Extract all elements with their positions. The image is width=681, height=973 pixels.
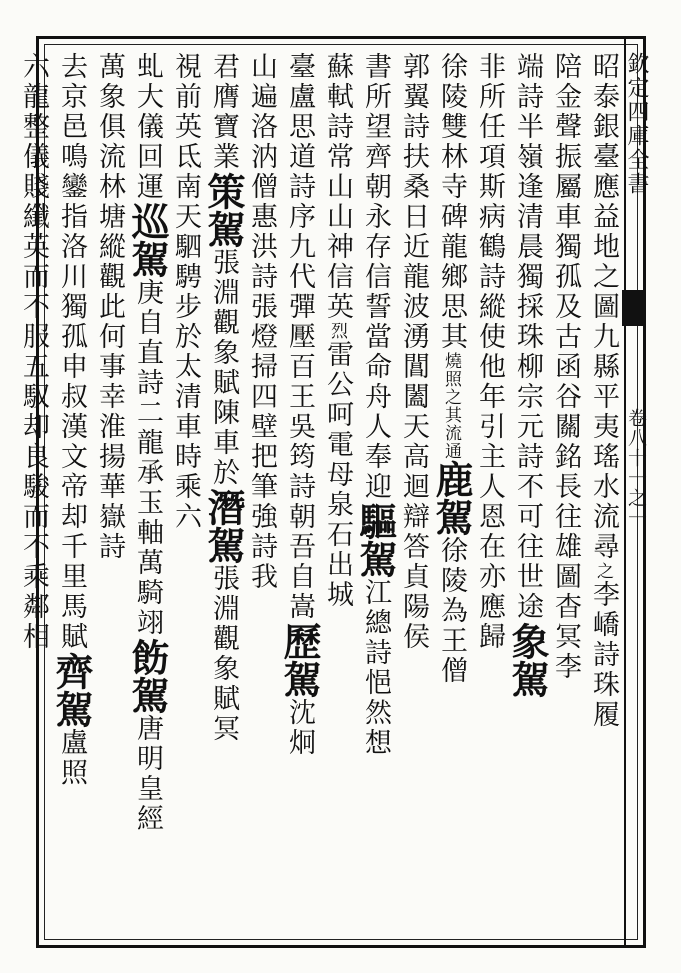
text-run: 虬大儀回運 bbox=[132, 52, 163, 202]
text-run: 林塘縱觀此何事 bbox=[94, 172, 125, 382]
heading-term: 象駕 bbox=[505, 622, 550, 698]
text-run: 萬象俱流 bbox=[94, 52, 125, 172]
small-text-run: 燒照 bbox=[441, 352, 461, 388]
text-run: 君膺寶業 bbox=[208, 52, 239, 172]
text-column bbox=[429, 52, 474, 932]
heading-term: 齊駕 bbox=[49, 652, 94, 728]
text-run: 蘇軾詩常山山神信英 bbox=[322, 52, 353, 322]
text-run: 時乘六 bbox=[170, 442, 201, 532]
heading-term: 驅駕 bbox=[353, 502, 398, 578]
text-run: 李嶠詩珠履 bbox=[588, 580, 619, 730]
volume-label: 卷八十一之一 bbox=[625, 408, 647, 528]
text-run: 視前英 bbox=[170, 52, 201, 142]
text-column bbox=[90, 52, 128, 932]
text-column bbox=[125, 52, 170, 932]
text-run: 山 bbox=[246, 52, 277, 82]
text-column bbox=[353, 52, 398, 932]
text-run: 金聲振屬車獨孤及古函谷關銘 bbox=[550, 82, 581, 472]
text-run: 九代彈壓百王吳筠詩朝吾自嵩 bbox=[284, 232, 315, 622]
text-run: 盧照 bbox=[56, 728, 87, 788]
text-column bbox=[584, 52, 622, 932]
text-run: 唐明皇經 bbox=[132, 714, 163, 834]
text-column bbox=[201, 52, 246, 932]
text-run: 沈炯 bbox=[284, 698, 315, 758]
heading-term: 策駕 bbox=[201, 172, 246, 248]
text-column bbox=[277, 52, 322, 932]
heading-term: 巡駕 bbox=[125, 202, 170, 278]
book-title: 欽定四庫全書 bbox=[624, 52, 649, 196]
text-run: 出城 bbox=[322, 550, 353, 610]
text-run: 昭泰銀臺應益地之圖九縣平夷瑤水流尋 bbox=[588, 52, 619, 562]
small-text-run: 烈 bbox=[327, 322, 347, 340]
small-text-run: 之其流通 bbox=[441, 388, 461, 460]
text-run: 不可往世途 bbox=[512, 472, 543, 622]
text-run: 張淵觀象賦冥 bbox=[208, 564, 239, 744]
text-run: 清晨獨採珠柳宗元詩 bbox=[512, 202, 543, 472]
text-run: 遍洛汭僧惠洪詩張燈掃四壁把筆強 bbox=[246, 82, 277, 532]
text-run: 長往雄圖杳冥李 bbox=[550, 472, 581, 682]
fish-tail-mark bbox=[622, 292, 646, 326]
text-column bbox=[394, 52, 432, 932]
text-run: 六龍整儀賤纖英而不服五馭 bbox=[18, 52, 49, 412]
heading-term: 飭駕 bbox=[125, 638, 170, 714]
heading-term: 鹿駕 bbox=[429, 460, 474, 536]
text-body bbox=[18, 52, 622, 932]
text-run: 詩我 bbox=[246, 532, 277, 592]
text-run: 端詩半嶺逢 bbox=[512, 52, 543, 202]
text-run: 江總詩悒然想 bbox=[360, 578, 391, 758]
text-run: 張淵觀象賦陳車 bbox=[208, 248, 239, 458]
text-run: 陪 bbox=[550, 52, 581, 82]
text-run: 庚自直詩二龍承玉軸萬騎翊 bbox=[132, 278, 163, 638]
text-run: 鄰相 bbox=[18, 592, 49, 652]
text-column bbox=[166, 52, 204, 932]
text-column bbox=[505, 52, 550, 932]
text-run: 辯答貞陽侯 bbox=[398, 502, 429, 652]
text-column bbox=[318, 52, 356, 932]
text-run: 幸淮揚 bbox=[94, 382, 125, 472]
text-column bbox=[14, 52, 52, 932]
text-column bbox=[242, 52, 280, 932]
text-run: 迴 bbox=[398, 472, 429, 502]
text-run: 徐陵雙林寺碑龍鄉思其 bbox=[436, 52, 467, 352]
text-run: 華嶽詩 bbox=[94, 472, 125, 562]
heading-term: 歷駕 bbox=[277, 622, 322, 698]
text-run: 車 bbox=[170, 412, 201, 442]
text-run: 於 bbox=[208, 458, 239, 488]
small-text-run: 之 bbox=[593, 562, 613, 580]
text-run: 臺盧思道詩序 bbox=[284, 52, 315, 232]
text-run: 非所任項斯病鶴詩縱使他年引 bbox=[474, 52, 505, 442]
text-run: 郭翼詩扶桑日近龍波湧閶闔天高 bbox=[398, 52, 429, 472]
heading-term: 潛駕 bbox=[201, 488, 246, 564]
text-run: 徐陵為王僧 bbox=[436, 536, 467, 686]
text-run: 氐南天駟騁步於太清 bbox=[170, 142, 201, 412]
text-run: 泉石 bbox=[322, 490, 353, 550]
text-column bbox=[49, 52, 94, 932]
text-column bbox=[470, 52, 508, 932]
text-run: 去京邑鳴鑾指洛川獨孤申叔漢文帝却千里馬賦 bbox=[56, 52, 87, 652]
text-run: 雷公呵電母 bbox=[322, 340, 353, 490]
text-run: 主人恩在亦應歸 bbox=[474, 442, 505, 652]
text-run: 却良駿而不乘 bbox=[18, 412, 49, 592]
text-column bbox=[546, 52, 584, 932]
text-run: 書所望齊朝永存信誓當命舟人奉迎 bbox=[360, 52, 391, 502]
